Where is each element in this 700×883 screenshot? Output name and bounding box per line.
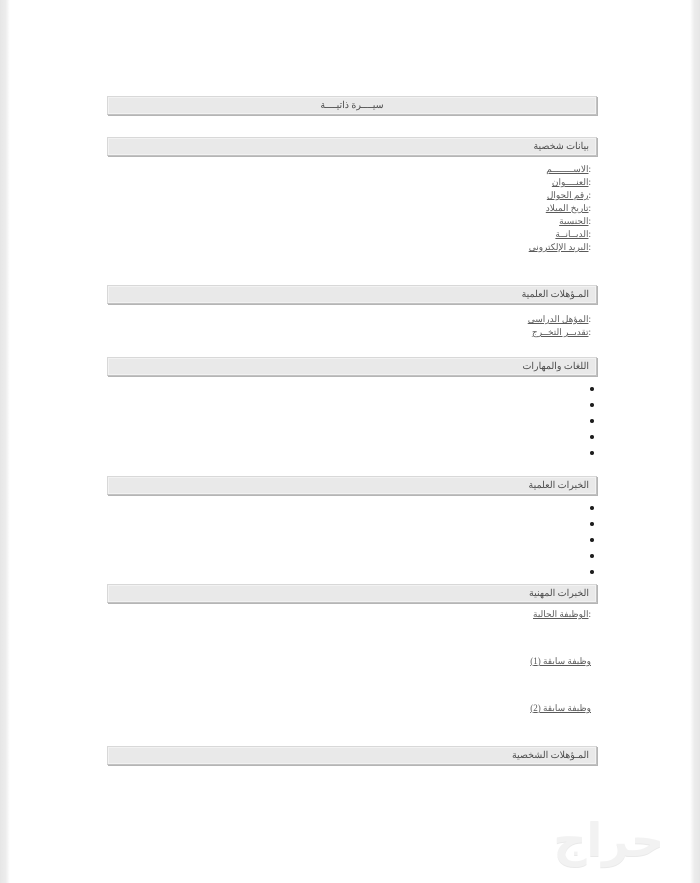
academic-qualification-fields (107, 314, 597, 340)
field-label-mobile: رقم الجوال (546, 190, 589, 200)
field-row-email (107, 242, 597, 255)
spacer (107, 340, 597, 357)
field-separator: : (588, 203, 591, 213)
field-row-nationality (107, 216, 597, 229)
job-label-current: الوظيفة الحالية (533, 609, 589, 619)
job-entry-current (107, 609, 597, 622)
spacer (107, 255, 597, 285)
field-label-email: البريد الإلكتروني (528, 242, 589, 252)
field-separator: : (588, 609, 591, 619)
section-header-personal-data (107, 137, 597, 156)
spacer (107, 622, 597, 656)
list-item (107, 382, 597, 398)
list-item (107, 398, 597, 414)
section-title-personal-qualifications: المـؤهلات الشخصية (511, 751, 589, 761)
field-row-name (107, 164, 597, 177)
field-row-address (107, 177, 597, 190)
list-item (107, 414, 597, 430)
document-content (107, 96, 597, 765)
field-separator: : (588, 177, 591, 187)
list-item (107, 549, 597, 565)
section-header-scientific-experience (107, 476, 597, 495)
list-item (107, 517, 597, 533)
section-header-professional-experience (107, 584, 597, 603)
document-sheet (10, 0, 690, 883)
job-entry-previous-1 (107, 656, 597, 669)
field-separator: : (588, 164, 591, 174)
spacer (107, 716, 597, 746)
page-edge-right (690, 0, 700, 883)
field-label-graduation-grade: تقديــر التخــرج (531, 327, 589, 337)
page-edge-left (0, 0, 10, 883)
spacer (107, 304, 597, 314)
field-label-religion: الديــانــة (555, 229, 589, 239)
field-label-nationality: الجنسية (559, 216, 589, 226)
list-item (107, 446, 597, 462)
page-title: سيــــرة ذاتيــــة (320, 101, 384, 111)
list-item (107, 430, 597, 446)
field-separator: : (588, 314, 591, 324)
section-title-academic-qualifications: المـؤهلات العلمية (521, 290, 589, 300)
section-header-academic-qualifications (107, 285, 597, 304)
spacer (107, 669, 597, 703)
field-separator: : (588, 242, 591, 252)
field-label-birthdate: تاريخ الميلاد (545, 203, 589, 213)
spacer (107, 462, 597, 476)
field-separator: : (588, 229, 591, 239)
job-label-previous-2: وظيفة سابقة (2) (530, 703, 591, 713)
section-title-scientific-experience: الخبرات العلمية (528, 481, 589, 491)
list-item (107, 501, 597, 517)
section-header-languages-skills (107, 357, 597, 376)
field-separator: : (588, 216, 591, 226)
job-label-previous-1: وظيفة سابقة (1) (530, 656, 591, 666)
section-title-personal-data: بيانات شخصية (533, 142, 589, 152)
field-row-birthdate (107, 203, 597, 216)
list-item (107, 565, 597, 581)
personal-data-fields (107, 164, 597, 255)
spacer (107, 156, 597, 164)
field-row-degree (107, 314, 597, 327)
field-separator: : (588, 190, 591, 200)
section-title-professional-experience: الخبرات المهنية (529, 589, 589, 599)
field-label-address: العنــــوان (551, 177, 589, 187)
list-item (107, 533, 597, 549)
scientific-experience-bullet-list (107, 501, 597, 581)
field-row-religion (107, 229, 597, 242)
field-separator: : (588, 327, 591, 337)
job-entry-previous-2 (107, 703, 597, 716)
field-label-degree: المؤهل الدراسي (527, 314, 589, 324)
field-row-mobile (107, 190, 597, 203)
field-row-graduation-grade (107, 327, 597, 340)
section-title-languages-skills: اللغات والمهارات (522, 362, 589, 372)
field-label-name: الاســــــــم (546, 164, 589, 174)
document-title-bar (107, 96, 597, 115)
section-header-personal-qualifications (107, 746, 597, 765)
spacer (107, 115, 597, 137)
languages-skills-bullet-list (107, 382, 597, 462)
watermark: حراج (553, 813, 664, 867)
